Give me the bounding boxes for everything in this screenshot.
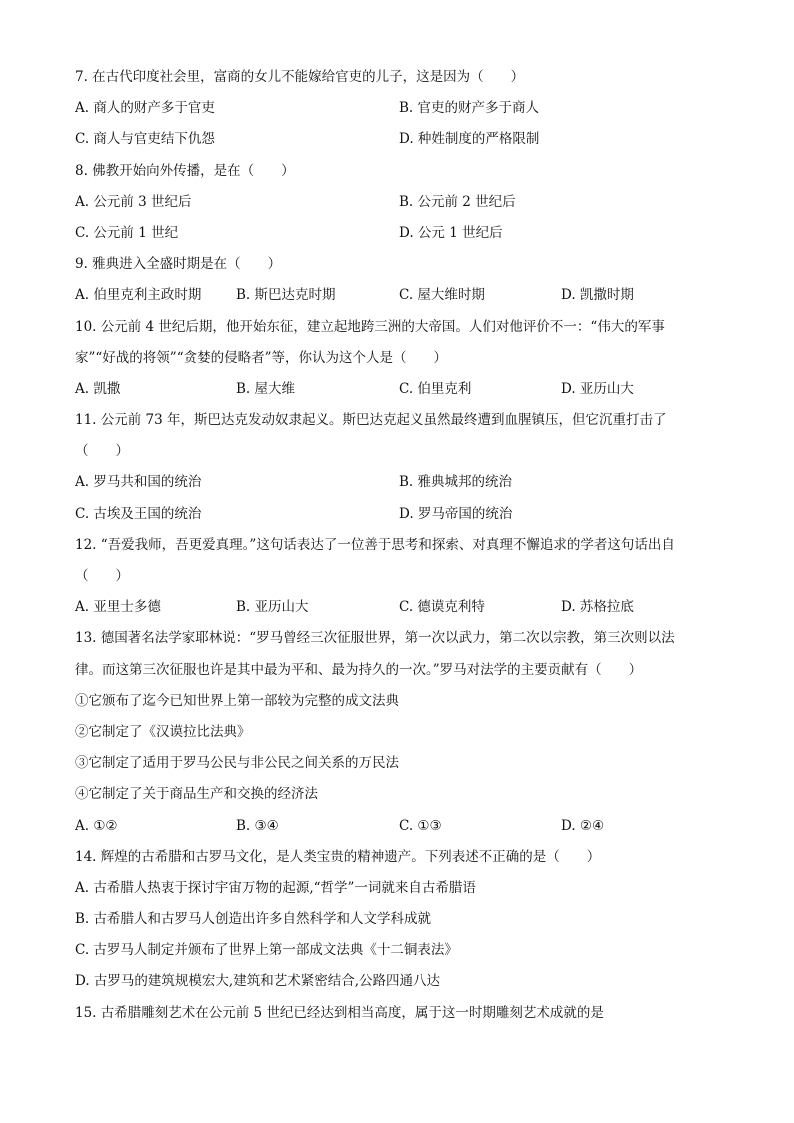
question-stem: 13. 德国著名法学家耶林说：“罗马曾经三次征服世界，第一次以武力，第二次以宗教，第三次则以法 — [75, 630, 675, 647]
question-stem: 12. “吾爱我师，吾更爱真理。”这句话表达了一位善于思考和探索、对真理不懈追求的学者这句话出自 — [75, 536, 675, 553]
option-a: A. ①② — [75, 817, 118, 834]
option-b: B. 屋大维 — [236, 380, 296, 397]
question-stem-continued: （ ） — [75, 568, 129, 584]
option-b: B. ③④ — [236, 817, 279, 834]
question-stem-continued: ②它制定了《汉谟拉比法典》 — [75, 723, 251, 740]
question-stem: 15. 古希腊雕刻艺术在公元前 5 世纪已经达到相当高度，属于这一时期雕刻艺术成就的是 — [75, 1004, 604, 1021]
option-c: C. 公元前 1 世纪 — [75, 224, 179, 241]
option-b: B. 亚历山大 — [236, 599, 309, 616]
option-a: A. 古希腊人热衷于探讨宇宙万物的起源,“哲学”一词就来自古希腊语 — [75, 879, 476, 896]
options-row — [75, 124, 725, 155]
option-a: A. 商人的财产多于官吏 — [75, 100, 215, 117]
question-stem: 9. 雅典进入全盛时期是在（ ） — [75, 256, 282, 273]
question-stem: 14. 辉煌的古希腊和古罗马文化，是人类宝贵的精神遗产。下列表述不正确的是（ ） — [75, 848, 601, 865]
option-a: A. 凯撒 — [75, 380, 121, 397]
options-row — [75, 280, 725, 311]
option-c: C. 德谟克利特 — [399, 599, 485, 616]
question-15 — [75, 998, 725, 1029]
question-stem: 11. 公元前 73 年，斯巴达克发动奴隶起义。斯巴达克起义虽然最终遭到血腥镇压，但它沉重打击了 — [75, 412, 667, 429]
options-row — [75, 499, 725, 530]
question-14 — [75, 842, 725, 998]
option-b: B. 雅典城邦的统治 — [399, 474, 513, 491]
question-13 — [75, 623, 725, 841]
question-stem-continued: （ ） — [75, 443, 129, 460]
option-d: D. 种姓制度的严格限制 — [399, 131, 540, 148]
question-12 — [75, 530, 725, 624]
options-row — [75, 592, 725, 623]
question-11 — [75, 405, 725, 530]
option-c: C. 古罗马人制定并颁布了世界上第一部成文法典《十二铜表法》 — [75, 942, 458, 959]
option-a: A. 亚里士多德 — [75, 599, 161, 616]
question-8 — [75, 156, 725, 250]
option-a: A. 伯里克利主政时期 — [75, 287, 202, 304]
question-9 — [75, 249, 725, 311]
option-c: C. 屋大维时期 — [399, 287, 485, 304]
option-d: D. 罗马帝国的统治 — [399, 505, 513, 522]
question-stem-continued: ①它颁布了迄今已知世界上第一部较为完整的成文法典 — [75, 692, 399, 709]
option-c: C. ①③ — [399, 817, 442, 834]
option-d: D. 公元 1 世纪后 — [399, 224, 503, 241]
options-row — [75, 93, 725, 124]
option-c: C. 古埃及王国的统治 — [75, 505, 202, 522]
question-stem-continued: 律。而这第三次征服也许是其中最为平和、最为持久的一次。”罗马对法学的主要贡献有（ ） — [75, 661, 643, 678]
option-b: B. 斯巴达克时期 — [236, 287, 336, 304]
option-d: D. ②④ — [561, 817, 605, 834]
options-row — [75, 374, 725, 405]
option-b: B. 公元前 2 世纪后 — [399, 193, 516, 210]
option-d: D. 苏格拉底 — [561, 599, 634, 616]
option-d: D. 凯撒时期 — [561, 287, 634, 304]
question-stem: 10. 公元前 4 世纪后期，他开始东征，建立起地跨三洲的大帝国。人们对他评价不一：“伟大的军事 — [75, 318, 665, 335]
options-row — [75, 187, 725, 218]
option-c: C. 商人与官吏结下仇怨 — [75, 131, 215, 148]
options-row — [75, 218, 725, 249]
option-b: B. 古希腊人和古罗马人创造出许多自然科学和人文学科成就 — [75, 911, 432, 928]
option-a: A. 公元前 3 世纪后 — [75, 193, 192, 210]
option-a: A. 罗马共和国的统治 — [75, 474, 202, 491]
option-d: D. 亚历山大 — [561, 380, 634, 397]
options-row — [75, 811, 725, 842]
question-7 — [75, 62, 725, 156]
question-stem-continued: ③它制定了适用于罗马公民与非公民之间关系的万民法 — [75, 755, 399, 772]
question-stem: 8. 佛教开始向外传播，是在（ ） — [75, 162, 295, 179]
option-b: B. 官吏的财产多于商人 — [399, 100, 540, 117]
exam-page — [75, 62, 725, 1029]
option-c: C. 伯里克利 — [399, 380, 472, 397]
question-10 — [75, 312, 725, 406]
question-stem-continued: ④它制定了关于商品生产和交换的经济法 — [75, 786, 318, 803]
question-stem: 7. 在古代印度社会里，富商的女儿不能嫁给官吏的儿子，这是因为（ ） — [75, 69, 525, 85]
question-stem-continued: 家”“好战的将领”“贪婪的侵略者”等，你认为这个人是（ ） — [75, 349, 448, 366]
options-row — [75, 467, 725, 498]
option-d: D. 古罗马的建筑规模宏大,建筑和艺术紧密结合,公路四通八达 — [75, 973, 441, 990]
